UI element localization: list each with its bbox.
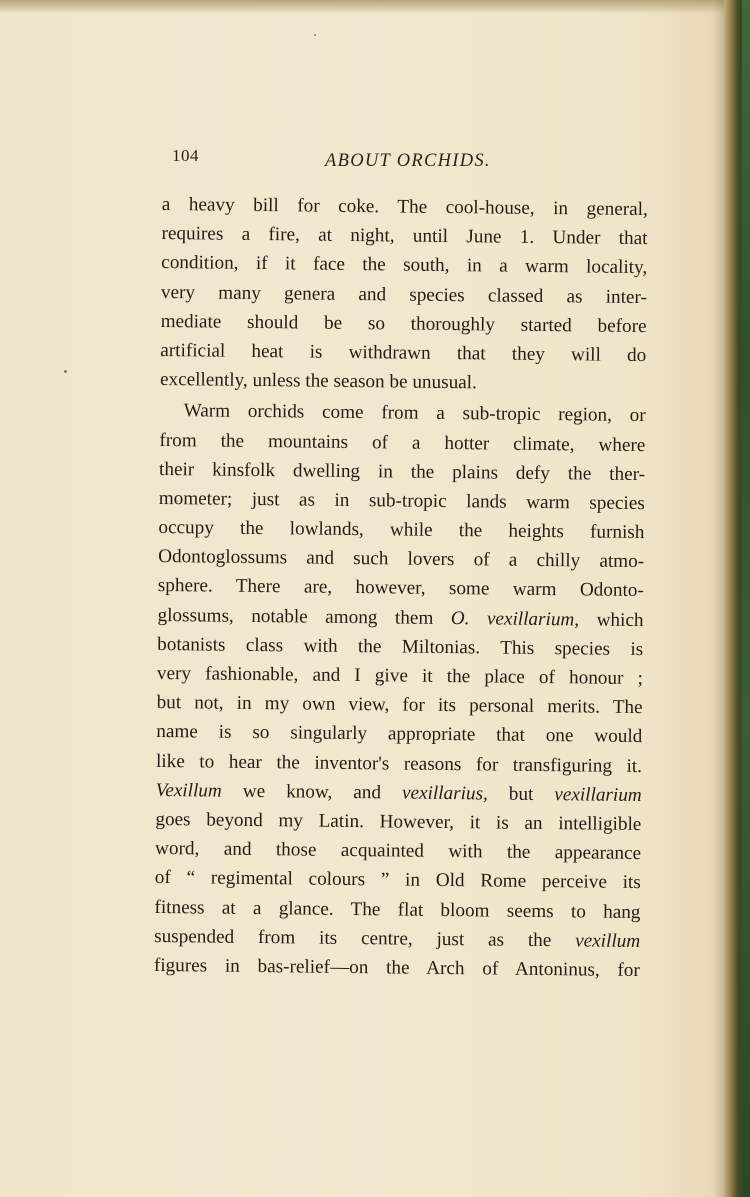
text-line: excellently, unless the season be unusual. <box>159 369 477 394</box>
running-head: ABOUT ORCHIDS. <box>325 151 491 171</box>
italic-word: Vexillum <box>155 779 222 802</box>
text-line: but not, in my own view, for its personal merits. The <box>156 692 643 719</box>
text-line: Warm orchids come from a sub-tropic region, or <box>183 400 646 427</box>
text-line: condition, if it face the south, in a warm locality, <box>161 252 648 279</box>
paper-speck <box>64 370 67 373</box>
paper-speck <box>314 34 316 36</box>
text-line: their kinsfolk dwelling in the plains defy the ther- <box>158 458 646 485</box>
line-text: but <box>508 783 534 805</box>
page-number: 104 <box>172 146 199 165</box>
text-line: very many genera and species classed as inter- <box>160 281 648 308</box>
text-line: name is so singularly appropriate that one would <box>156 721 643 748</box>
green-cloth-binding <box>742 0 750 1197</box>
text-line: requires a fire, at night, until June 1. Under that <box>161 223 648 250</box>
text-line: botanists class with the Miltonias. This species is <box>157 633 644 660</box>
text-line: sphere. There are, however, some warm Odonto- <box>157 575 644 602</box>
italic-species-name: O. vexillarium, <box>450 607 580 631</box>
page-edge-shading <box>712 0 724 1197</box>
body-text <box>154 190 648 985</box>
text-line: Odontoglossums and such lovers of a chilly atmo- <box>158 546 645 573</box>
text-line: figures in bas-relief—on the Arch of Antoninus, for <box>153 954 640 981</box>
italic-word: vexillum <box>575 930 641 952</box>
text-line: mometer; just as in sub-tropic lands warm species <box>158 487 645 514</box>
text-line: a heavy bill for coke. The cool-house, in general, <box>161 193 648 221</box>
text-line: of “ regimental colours ” in Old Rome perceive its <box>154 867 641 894</box>
top-shadow <box>0 0 750 14</box>
text-line: goes beyond my Latin. However, it is an intelligible <box>155 808 642 835</box>
line-text: glossums, notable among them <box>157 604 434 629</box>
text-line: artificial heat is withdrawn that they will do <box>160 339 647 367</box>
text-line: occupy the lowlands, while the heights furnish <box>158 517 645 544</box>
text-line: from the mountains of a hotter climate, where <box>159 429 646 456</box>
text-line: like to hear the inventor's reasons for transfiguring it. <box>155 750 643 777</box>
italic-word: vexillarium <box>554 783 642 806</box>
line-text: we know, and <box>242 780 382 804</box>
line-text: suspended from its centre, just as the <box>154 925 552 951</box>
text-line: very fashionable, and I give it the place of honour ; <box>156 662 644 690</box>
text-line: mediate should be so thoroughly started before <box>160 310 647 337</box>
italic-word: vexillarius, <box>401 782 488 805</box>
line-text: which <box>596 609 644 631</box>
text-line: fitness at a glance. The flat bloom seems to hang <box>154 896 641 923</box>
text-line: word, and those acquainted with the appearance <box>154 838 642 865</box>
